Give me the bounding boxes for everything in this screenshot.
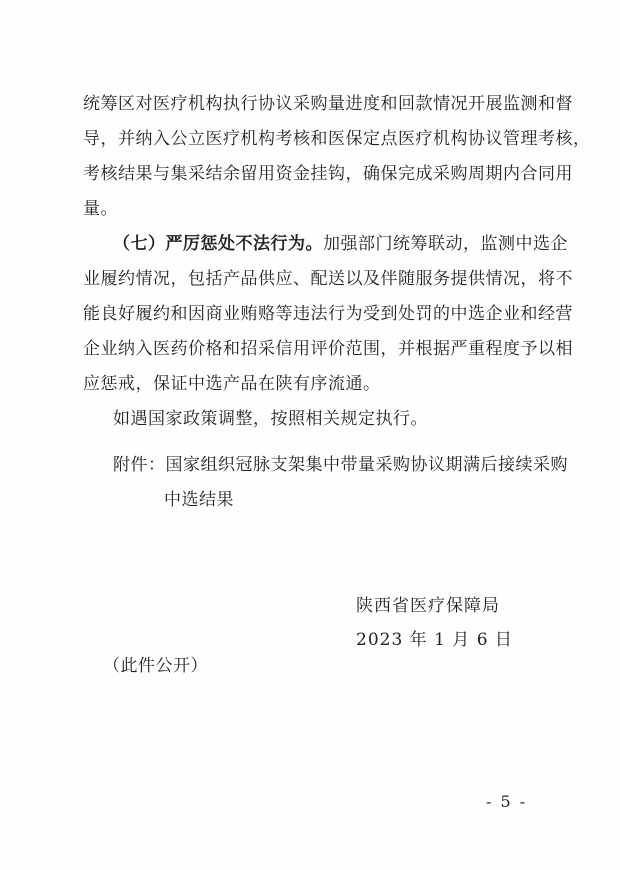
- attachment-line-1: [113, 455, 568, 475]
- paragraph1-line-1: 统筹区对医疗机构执行协议采购量进度和回款情况开展监测和督: [83, 94, 573, 114]
- paragraph2-line-4: 企业纳入医药价格和招采信用评价范围，并根据严重程度予以相: [83, 339, 573, 359]
- disclosure-note: （此件公开）: [103, 656, 208, 676]
- paragraph2-line-5: 应惩戒，保证中选产品在陕有序流通。: [83, 374, 381, 394]
- paragraph3: 如遇国家政策调整，按照相关规定执行。: [113, 409, 428, 429]
- paragraph2-line-2: 业履约情况，包括产品供应、配送以及伴随服务提供情况，将不: [83, 269, 573, 289]
- signature-date: 2023 年 1 月 6 日: [356, 630, 513, 650]
- paragraph2-first-line-rest: 加强部门统筹联动，监测中选企: [323, 234, 568, 254]
- paragraph1-line-3: 考核结果与集采结余留用资金挂钩，确保完成采购周期内合同用: [83, 164, 573, 184]
- paragraph2-heading: （七）严厉惩处不法行为。: [113, 234, 323, 254]
- attachment-label: 附件：: [113, 455, 166, 475]
- attachment-line-2: 中选结果: [164, 490, 234, 510]
- page-number: - 5 -: [486, 792, 528, 811]
- signature-org: 陕西省医疗保障局: [356, 596, 500, 616]
- paragraph1-line-2: 导，并纳入公立医疗机构考核和医保定点医疗机构协议管理考核，: [83, 129, 591, 149]
- attachment-title-1: 国家组织冠脉支架集中带量采购协议期满后接续采购: [165, 455, 568, 475]
- paragraph1-line-4: 量。: [83, 199, 118, 219]
- paragraph2-line-3: 能良好履约和因商业贿赂等违法行为受到处罚的中选企业和经营: [83, 304, 573, 324]
- paragraph2-line-1: [113, 234, 568, 254]
